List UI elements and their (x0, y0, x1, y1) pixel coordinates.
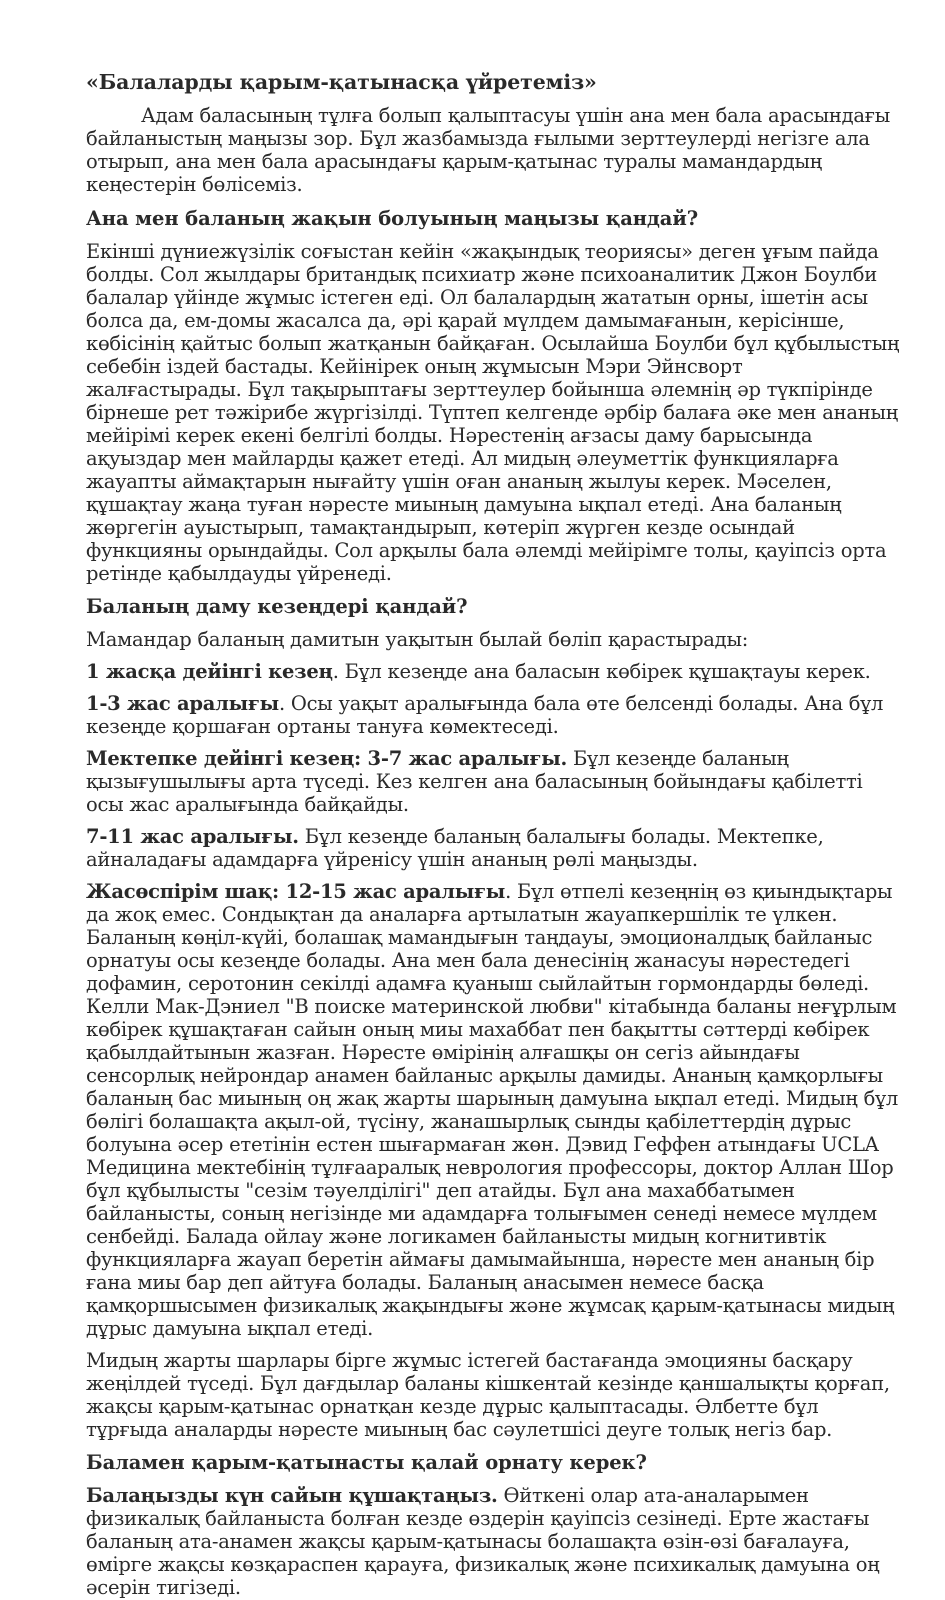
stage-text: . Осы уақыт аралығында бала өте белсенді болады. Ана бұл кезеңде қоршаған ортаны тануға көмектеседі. (86, 692, 884, 738)
article-title: «Балаларды қарым-қатынасқа үйретеміз» (86, 70, 597, 94)
stage-paragraph (86, 660, 903, 683)
stage-text: . Бұл кезеңде ана баласын көбірек құшақтауы керек. (332, 660, 871, 683)
section-heading-stages: Баланың даму кезеңдері қандай? (86, 595, 468, 618)
closeness-paragraph: Екінші дүниежүзілік соғыстан кейін «жақындық теориясы» деген ұғым пайда болды. Сол жылдары британдық психиатр және психоаналитик Джон Боулби балалар үйінде жұмыс істеген еді. Ол балалардың жататын орны, ішетін асы болса да, ем-домы жасалса да, әрі қарай мүлдем дамымағанын, керісінше, көбісінің қайтыс болып жатқанын байқаған. Осылайша Боулби бұл құбылыстың себебін іздей бастады. Кейінірек оның жұмысын Мэри Эйнсворт жалғастырады. Бұл тақырыптағы зерттеулер бойынша әлемнің әр түкпірінде бірнеше рет тәжірибе жүргізілді. Түптеп келгенде әрбір балаға әке мен ананың мейірімі керек екені белгілі болды. Нәрестенің ағзасы даму барысында ақуыздар мен майларды қажет етеді. Ал мидың әлеуметтік функцияларға жауапты аймақтарын нығайту үшін оған ананың жылуы керек. Мәселен, құшақтау жаңа туған нәресте миының дамуына ықпал етеді. Ана баланың жөргегін ауыстырып, тамақтандырып, көтеріп жүрген кезде осындай функцияны орындайды. Сол арқылы бала әлемді мейірімге толы, қауіпсіз орта ретінде қабылдауды үйренеді. (86, 240, 900, 585)
stage-paragraph (86, 880, 903, 1340)
stage-term: 1 жасқа дейінгі кезең (86, 660, 333, 683)
tip-term: Балаңызды күн сайын құшақтаңыз. (86, 1484, 498, 1507)
stage-paragraph (86, 825, 903, 871)
stage-text: . Бұл өтпелі кезеңнің өз қиындықтары да жоқ емес. Сондықтан да аналарға артылатын жауапкершілік те үлкен. Баланың көңіл-күйі, болашақ мамандығын таңдауы, эмоционалдық байланыс орнатуы осы кезеңде болады. Ана мен бала денесінің жанасуы нәрестедегі дофамин, серотонин секілді адамға қуаныш сыйлайтын гормондарды бөледі. Келли Мак-Дэниел "В поиске материнской любви" кітабында баланы неғұрлым көбірек құшақтаған сайын оның миы махаббат пен бақытты сәттерді көбірек қабылдайтынын жазған. Нәресте өмірінің алғашқы он сегіз айындағы сенсорлық нейрондар анамен байланыс арқылы дамиды. Ананың қамқорлығы баланың бас миының оң жақ жарты шарының дамуына ықпал етеді. Мидың бұл бөлігі болашақта ақыл-ой, түсіну, жанашырлық сынды қабілеттердің дұрыс болуына әсер ететінін естен шығармаған жөн. Дэвид Геффен атындағы UCLA Медицина мектебінің тұлғааралық неврология профессоры, доктор Аллан Шор бұл құбылысты "сезім тәуелділігі" деп атайды. Бұл ана махаббатымен байланысты, соның негізінде ми адамдарға толығымен сенеді немесе мүлдем сенбейді. Балада ойлау және логикамен байланысты мидың когнитивтік функцияларға жауап беретін аймағы дамымайынша, нәресте мен ананың бір ғана миы бар деп айтуға болады. Баланың анасымен немесе басқа қамқоршысымен физикалық жақындығы және жұмсақ қарым-қатынасы мидың дұрыс дамуына ықпал етеді. (86, 880, 899, 1340)
stage-text: Бұл кезеңде баланың балалығы болады. Мектепке, айналадағы адамдарға үйренісу үшін ананың рөлі маңызды. (86, 825, 824, 871)
section-heading-communication: Баламен қарым-қатынасты қалай орнату керек? (86, 1451, 647, 1474)
tip-text: Өйткені олар ата-аналарымен физикалық байланыста болған кезде өздерін қауіпсіз сезінеді. Ерте жастағы баланың ата-анамен жақсы қарым-қатынасы болашақта өзін-өзі бағалауға, өмірге жақсы көзқараспен қарауға, физикалық және психикалық дамуына оң әсерін тигізеді. (86, 1484, 880, 1599)
stage-text: Бұл кезеңде баланың қызығушылығы арта түседі. Кез келген ана баласының бойындағы қабілетті осы жас аралығында байқайды. (86, 747, 863, 816)
hemispheres-paragraph: Мидың жарты шарлары бірге жұмыс істегей бастағанда эмоцияны басқару жеңілдей түседі. Бұл дағдылар баланы кішкентай кезінде қаншалықты қорғап, жақсы қарым-қатынас орнатқан кезде дұрыс қалыптасады. Әлбетте бұл тұрғыда аналарды нәресте миының бас сәулетшісі деуге толық негіз бар. (86, 1349, 890, 1441)
stage-term: 1-3 жас аралығы (86, 692, 279, 715)
stage-term: Жасөспірім шақ: 12-15 жас аралығы (86, 880, 506, 903)
stage-term: Мектепке дейінгі кезең: 3-7 жас аралығы. (86, 747, 568, 770)
stage-term: 7-11 жас аралығы. (86, 825, 299, 848)
section-heading-closeness: Ана мен баланың жақын болуының маңызы қандай? (86, 207, 699, 230)
intro-paragraph: Адам баласының тұлға болып қалыптасуы үшін ана мен бала арасындағы байланыстың маңызы зор. Бұл жазбамызда ғылыми зерттеулерді негізге ала отырып, ана мен бала арасындағы қарым-қатынас туралы мамандардың кеңестерін бөлісеміз. (86, 104, 891, 196)
stages-intro: Мамандар баланың дамитын уақытын былай бөліп қарастырады: (86, 628, 749, 651)
tip-paragraph (86, 1484, 903, 1599)
stage-paragraph (86, 747, 903, 816)
stage-paragraph (86, 692, 903, 738)
